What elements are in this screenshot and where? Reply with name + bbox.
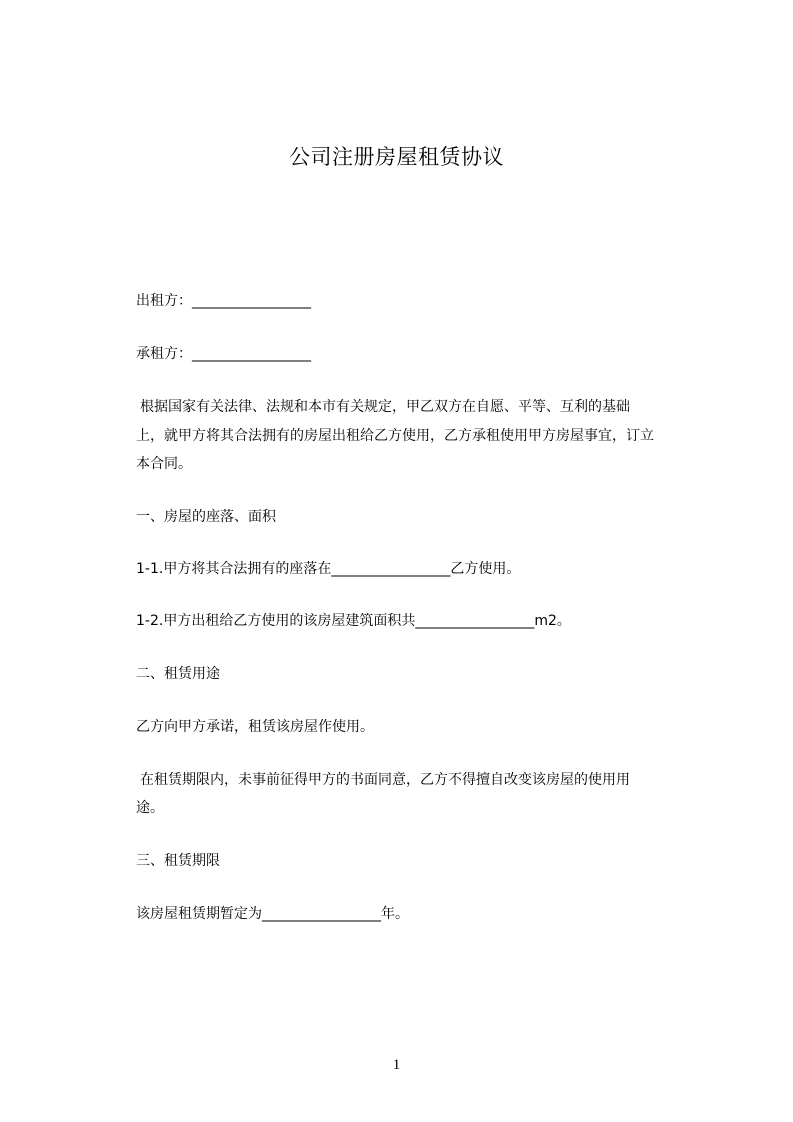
document-title: 公司注册房屋租赁协议 xyxy=(289,145,504,169)
preamble-line-2: 上，就甲方将其合法拥有的房屋出租给乙方使用，乙方承租使用甲方房屋事宜，订立 xyxy=(136,428,654,444)
section-1-heading: 一、房屋的座落、面积 xyxy=(136,509,276,525)
section-3-heading: 三、租赁期限 xyxy=(136,853,220,869)
section-2-heading: 二、租赁用途 xyxy=(136,666,220,682)
section-2-para-2-line-2: 途。 xyxy=(136,800,164,816)
section-3-para-1: 该房屋租赁期暂定为_________________年。 xyxy=(136,906,409,922)
lessee-line: 承租方：_________________ xyxy=(136,346,311,362)
page-number: 1 xyxy=(392,1057,401,1073)
section-2-para-2-line-1: 在租赁期限内，未事前征得甲方的书面同意，乙方不得擅自改变该房屋的使用用 xyxy=(140,772,630,788)
clause-1-2: 1-2.甲方出租给乙方使用的该房屋建筑面积共_________________m2。 xyxy=(136,613,571,629)
clause-1-1: 1-1.甲方将其合法拥有的座落在_________________乙方使用。 xyxy=(136,561,521,577)
lessor-line: 出租方：_________________ xyxy=(136,293,311,309)
preamble-line-3: 本合同。 xyxy=(136,456,192,472)
section-2-para-1: 乙方向甲方承诺，租赁该房屋作使用。 xyxy=(136,719,374,735)
preamble-line-1: 根据国家有关法律、法规和本市有关规定，甲乙双方在自愿、平等、互利的基础 xyxy=(140,399,630,415)
